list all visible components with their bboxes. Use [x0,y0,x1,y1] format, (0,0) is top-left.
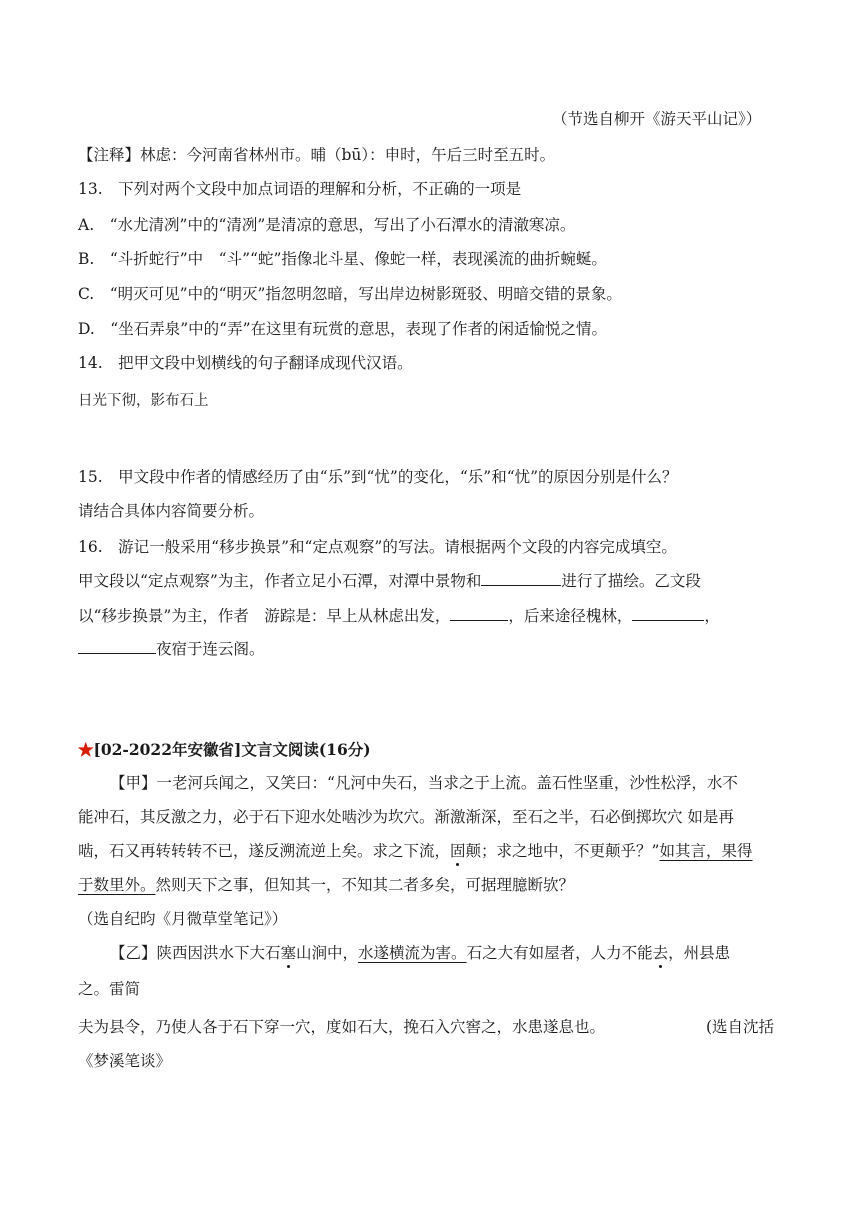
dotted-word: 塞 [280,944,297,962]
passage-text: 【乙】陕西因洪水下大石 [110,944,281,962]
question-15-line-1: 15. 甲文段中作者的情感经历了由“乐”到“忧”的变化，“乐”和“忧”的原因分别是什么？ [78,468,678,486]
underlined-sentence: 于数里外。 [78,876,156,894]
question-16-text: ， [704,607,720,625]
passage-text: 啮，石又再转转转不已，遂反溯流逆上矣。求之下流， [78,842,451,860]
star-icon: ★ [78,740,94,759]
underlined-sentence: 水遂横流为害。 [358,944,467,962]
source-citation: （节选自柳开《游天平山记》） [552,110,762,128]
question-13-stem: 13. 下列对两个文段中加点词语的理解和分析，不正确的一项是 [78,180,522,198]
passage-text: 石之大有如屋者，人力不能 [466,944,653,962]
answer-blank-2[interactable] [450,604,508,621]
section-title: [02-2022年安徽省]文言文阅读(16分) [93,740,371,759]
question-13-option-b: B. “斗折蛇行”中 “斗”“蛇”指像北斗星、像蛇一样，表现溪流的曲折蜿蜒。 [78,250,607,268]
passage-jia-line-1: 【甲】一老河兵闻之，又笑曰：“凡河中失石，当求之于上流。盖石性坚重，沙性松浮，水不 [110,774,738,792]
answer-blank-1[interactable] [481,569,561,586]
question-16-text: 夜宿于连云阁。 [156,640,265,658]
question-14-stem: 14. 把甲文段中划横线的句子翻译成现代汉语。 [78,354,413,372]
dotted-word: 固 [450,842,466,860]
question-16-line-3 [78,604,720,627]
passage-text: 山涧中， [296,944,359,962]
question-15-line-2: 请结合具体内容简要分析。 [78,502,265,520]
question-16-text: ，后来途径槐林， [508,607,633,625]
passage-yi-line-1 [110,942,730,964]
passage-jia-line-4 [78,874,574,896]
passage-text: 颠；求之地中，不更颠乎？” [465,842,660,860]
question-16-text: 甲文段以“定点观察”为主，作者立足小石潭，对潭中景物和 [78,572,482,590]
question-14-sentence: 日光下彻，影布石上 [78,393,209,409]
section-heading [78,739,371,761]
underlined-sentence: 如其言，果得 [659,842,753,860]
passage-text: 然则天下之事，但知其一，不知其二者多矣，可据理臆断欤？ [155,876,575,894]
passage-yi-source-end: 《梦溪笔谈》 [78,1052,172,1070]
answer-blank-4[interactable] [78,637,156,654]
question-13-option-c: C. “明灭可见”中的“明灭”指忽明忽暗，写出岸边树影斑驳、明暗交错的景象。 [78,285,622,303]
question-16-text: 以“移步换景”为主，作者 游踪是：早上从林虑出发， [78,607,451,625]
passage-yi-line-3: 夫为县令，乃使人各于石下穿一穴，度如石大，挽石入穴窖之，水患遂息也。 [78,1018,606,1036]
question-13-option-a: A. “水尤清冽”中的“清冽”是清凉的意思，写出了小石潭水的清澈寒凉。 [78,216,576,234]
passage-yi-line-2: 之。雷简 [78,980,141,998]
question-16-line-4 [78,637,265,660]
question-16-text: 进行了描绘。乙文段 [561,572,701,590]
passage-yi-source-start: (选自沈括 [706,1018,775,1036]
passage-text: ，州县患 [668,944,731,962]
question-16-line-1: 16. 游记一般采用“移步换景”和“定点观察”的写法。请根据两个文段的内容完成填空。 [78,538,677,556]
answer-blank-3[interactable] [632,604,704,621]
dotted-word: 去 [652,944,669,962]
annotation-note: 【注释】林虑：今河南省林州市。晡（bū）：申时，午后三时至五时。 [78,146,556,164]
question-13-option-d: D. “坐石弄泉”中的“弄”在这里有玩赏的意思，表现了作者的闲适愉悦之情。 [78,320,608,338]
passage-jia-source: （选自纪昀《月微草堂笔记》） [78,910,288,928]
passage-jia-line-2: 能冲石，其反激之力，必于石下迎水处啮沙为坎穴。渐激渐深，至石之半，石必倒掷坎穴 如是再 [78,808,734,826]
question-16-line-2 [78,569,701,592]
passage-jia-line-3 [78,840,752,862]
